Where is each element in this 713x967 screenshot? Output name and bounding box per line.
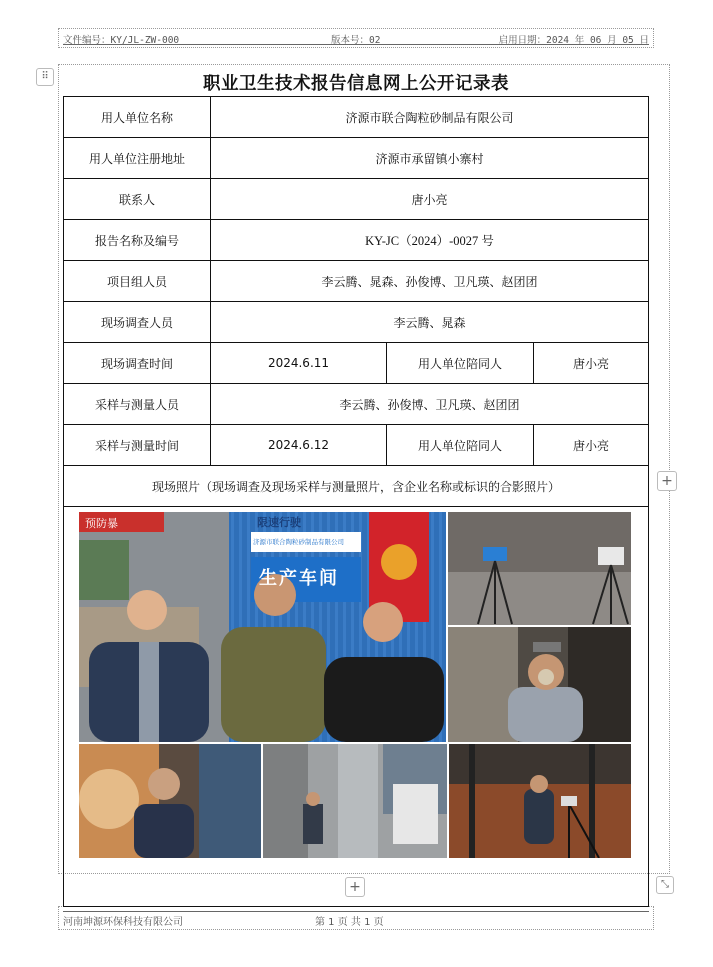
table-row (64, 425, 649, 466)
header-rule (63, 44, 649, 45)
unit-name-value: 济源市联合陶粒砂制品有限公司 (211, 97, 649, 138)
tripod-drawing (448, 512, 631, 625)
unit-name-label: 用人单位名称 (64, 97, 211, 138)
sign-company-text: 济源市联合陶粒砂制品有限公司 (253, 538, 344, 546)
sampling-equipment-photo (448, 512, 631, 625)
table-row (64, 302, 649, 343)
address-label: 用人单位注册地址 (64, 138, 211, 179)
survey-escort-value: 唐小亮 (534, 343, 649, 384)
survey-staff-value: 李云腾、晁森 (211, 302, 649, 343)
page-title: 职业卫生技术报告信息网上公开记录表 (203, 74, 509, 94)
site-photo-collage (79, 512, 631, 858)
version-number: 版本号：02 (331, 35, 381, 46)
footer-rule (63, 911, 649, 912)
table-row (64, 343, 649, 384)
report-label: 报告名称及编号 (64, 220, 211, 261)
survey-time-label: 现场调查时间 (64, 343, 211, 384)
address-value: 济源市承留镇小寨村 (211, 138, 649, 179)
document-header (63, 32, 649, 44)
sampling-escort-label: 用人单位陪同人 (387, 425, 534, 466)
workshop-sampling-photo (449, 744, 631, 858)
add-column-plus-icon[interactable]: + (657, 471, 677, 491)
table-row (64, 261, 649, 302)
survey-escort-label: 用人单位陪同人 (387, 343, 534, 384)
dust-collector-photo (263, 744, 447, 858)
table-row (64, 138, 649, 179)
resize-icon[interactable]: ⤡ (656, 876, 674, 894)
footer-page: 第 1 页 共 1 页 (315, 917, 384, 928)
contact-label: 联系人 (64, 179, 211, 220)
add-row-plus-icon[interactable]: + (345, 877, 365, 897)
table-row (64, 179, 649, 220)
doc-number: 文件编号：KY/JL-ZW-000 (63, 35, 180, 46)
group-photo-drawing (79, 512, 446, 742)
sampling-escort-value: 唐小亮 (534, 425, 649, 466)
sign-workshop-text: 生产车间 (259, 568, 339, 589)
effective-date: 启用日期：2024 年 06 月 05 日 (498, 35, 649, 46)
document-footer (63, 913, 649, 927)
worker-drawing (448, 627, 631, 742)
group-photo (79, 512, 446, 742)
team-value: 李云腾、晁森、孙俊博、卫凡瑛、赵团团 (211, 261, 649, 302)
sampling-time-value: 2024.6.12 (211, 425, 387, 466)
drag-handle-icon[interactable]: ⠿ (36, 68, 54, 86)
dust-collector-drawing (263, 744, 447, 858)
sampling-time-label: 采样与测量时间 (64, 425, 211, 466)
table-row (64, 384, 649, 425)
sampling-staff-value: 李云腾、孙俊博、卫凡瑛、赵团团 (211, 384, 649, 425)
sampling-staff-label: 采样与测量人员 (64, 384, 211, 425)
survey-staff-label: 现场调查人员 (64, 302, 211, 343)
furnace-drawing (79, 744, 261, 858)
survey-time-value: 2024.6.11 (211, 343, 387, 384)
table-row (64, 220, 649, 261)
table-row (64, 466, 649, 507)
sign-warning-text: 预防暴 (85, 517, 118, 530)
contact-value: 唐小亮 (211, 179, 649, 220)
photos-caption: 现场照片（现场调查及现场采样与测量照片，含企业名称或标识的合影照片） (64, 466, 649, 507)
worker-respirator-photo (448, 627, 631, 742)
footer-company: 河南坤源环保科技有限公司 (63, 917, 183, 928)
report-value: KY-JC（2024）-0027 号 (211, 220, 649, 261)
team-label: 项目组人员 (64, 261, 211, 302)
worker-furnace-photo (79, 744, 261, 858)
workshop-drawing (449, 744, 631, 858)
table-row (64, 97, 649, 138)
sign-top-text: 限速行驶 (257, 516, 301, 529)
